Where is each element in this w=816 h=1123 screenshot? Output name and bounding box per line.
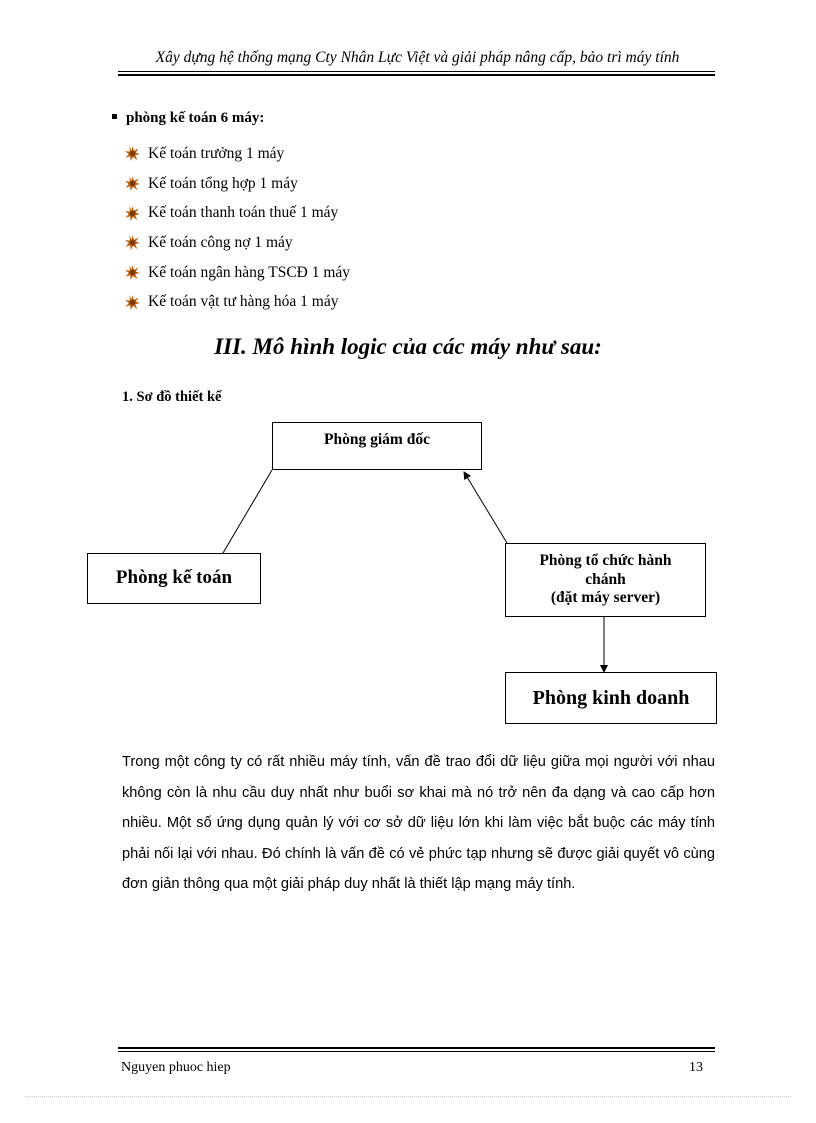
director-office-label: Phòng giám đốc bbox=[324, 431, 430, 448]
connector-director-accounting bbox=[223, 470, 272, 553]
admin-office-label-line2: chánh bbox=[585, 570, 626, 588]
list-item-text: Kế toán thanh toán thuế 1 máy bbox=[148, 204, 339, 222]
admin-office-label-line1: Phòng tổ chức hành bbox=[539, 552, 672, 570]
page-number: 13 bbox=[689, 1060, 703, 1075]
subsection-title: 1. Sơ đồ thiết kế bbox=[122, 389, 222, 405]
list-item-text: Kế toán vật tư hàng hóa 1 máy bbox=[148, 293, 339, 311]
admin-office-label-line3: (đặt máy server) bbox=[550, 589, 661, 607]
running-header: Xây dựng hệ thống mạng Cty Nhân Lực Việt và giải pháp nâng cấp, bảo trì máy tính bbox=[155, 49, 680, 66]
accounting-office-box bbox=[87, 553, 261, 604]
footer-author: Nguyen phuoc hiep bbox=[121, 1060, 231, 1075]
list-item-text: Kế toán ngân hàng TSCĐ 1 máy bbox=[148, 263, 351, 281]
connector-admin-director bbox=[464, 472, 507, 543]
footer-rule bbox=[118, 1051, 715, 1052]
accounting-heading-text: phòng kế toán 6 máy: bbox=[126, 110, 265, 126]
body-paragraph: Trong một công ty có rất nhiều máy tính, vấn đề trao đổi dữ liệu giữa mọi người với nhau không còn là nhu cầu duy nhất như buổi sơ khai mà nó trở nên đa dạng và cao cấp hơn nhiều. Một số ứng dụng quản lý với cơ sở dữ liệu lớn khi làm việc bắt buộc các máy tính phải nối lại với nhau. Đó chính là vấn đề có vẻ phức tạp nhưng sẽ được giải quyết vô cùng đơn giản thông qua một giải pháp duy nhất là thiết lập mạng máy tính. bbox=[122, 754, 715, 892]
business-office-label: Phòng kinh doanh bbox=[532, 687, 690, 709]
footer-rule-thick bbox=[118, 1047, 715, 1049]
business-office-box bbox=[505, 672, 717, 724]
list-item-text: Kế toán trưởng 1 máy bbox=[148, 144, 285, 162]
list-item-text: Kế toán công nợ 1 máy bbox=[148, 233, 293, 251]
page-edge-dotted-line bbox=[25, 1096, 791, 1097]
list-item-text: Kế toán tổng hợp 1 máy bbox=[148, 174, 298, 192]
admin-office-box bbox=[505, 543, 706, 617]
director-office-box bbox=[272, 422, 482, 470]
section-title: III. Mô hình logic của các máy như sau: bbox=[214, 334, 602, 359]
accounting-office-label: Phòng kế toán bbox=[115, 567, 233, 589]
